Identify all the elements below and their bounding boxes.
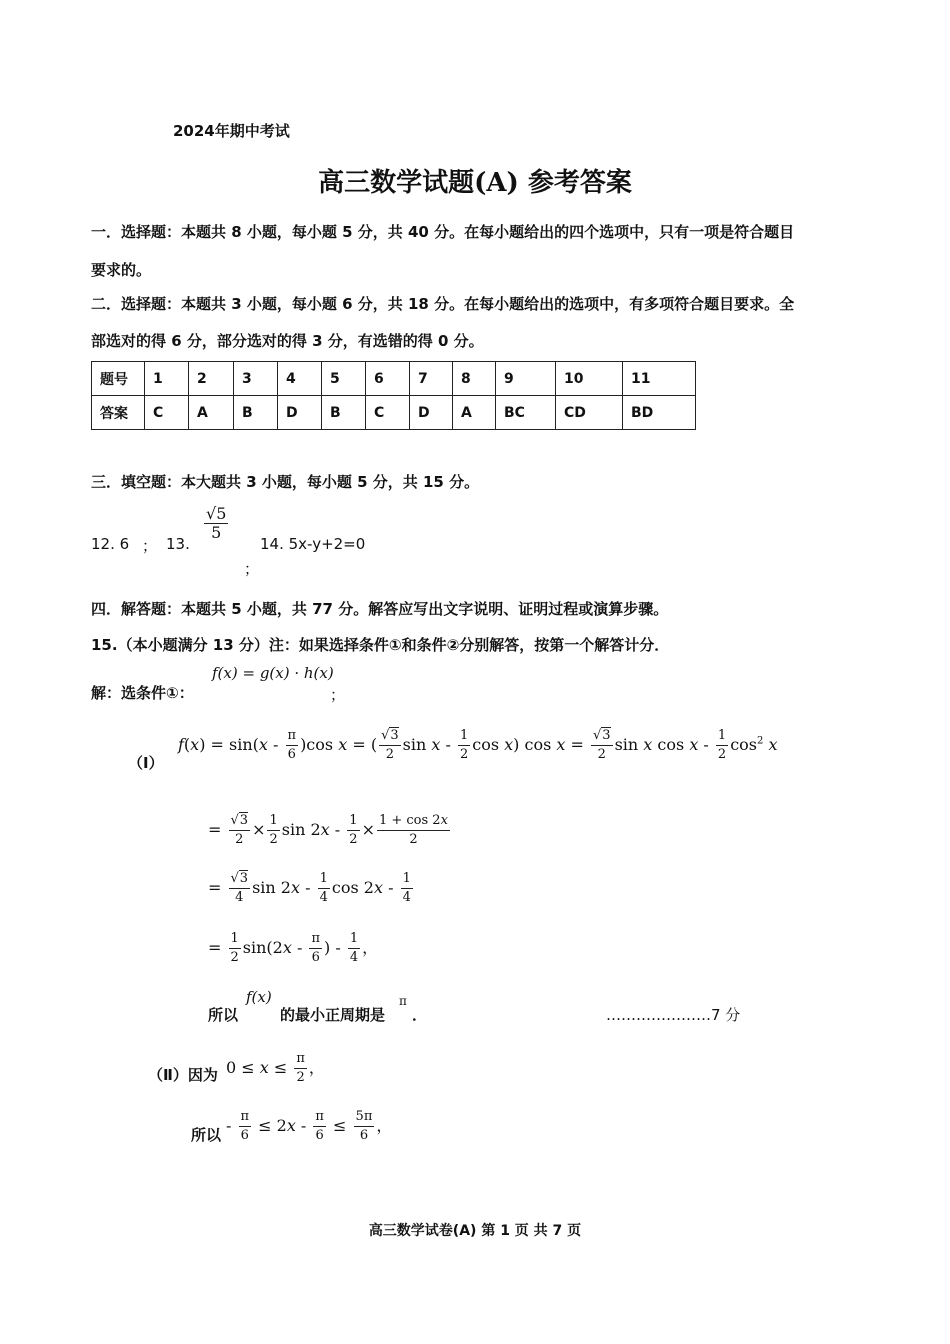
table-cell: D [278, 396, 322, 430]
table-cell: B [322, 396, 366, 430]
q15-choose-end: ； [330, 686, 346, 704]
q15-choose-formula: f(x) = g(x) · h(x) [212, 664, 334, 682]
section3-line1: 三．填空题：本大题共 3 小题，每小题 5 分，共 15 分。 [91, 473, 480, 491]
table-cell: 9 [496, 362, 556, 396]
table-cell: B [234, 396, 278, 430]
table-cell: 4 [278, 362, 322, 396]
table-cell: BC [496, 396, 556, 430]
table-cell: 10 [556, 362, 623, 396]
q15-so: 所以 [208, 1006, 239, 1024]
q15-step1: = $\frac{√3}{2}$ × $\frac{1}{2}$ sin 2x - $\frac{1}{2}$ × $\frac{1 + \cos 2x}{2}$ [208, 813, 448, 847]
q15-fx: f(x) [246, 988, 272, 1006]
table-cell: 7 [410, 362, 453, 396]
table-cell: D [410, 396, 453, 430]
table-cell: 答案 [92, 396, 145, 430]
table-cell: 8 [453, 362, 496, 396]
fill-q13-fraction [202, 505, 230, 542]
answer-table [91, 361, 696, 430]
q15-period-text: 的最小正周期是 [280, 1006, 386, 1024]
table-cell: 11 [623, 362, 696, 396]
page-footer: 高三数学试卷(A) 第 1 页 共 7 页 [368, 1223, 582, 1239]
q15-step2: = $\frac{√3}{4}$ sin 2x - $\frac{1}{4}$ cos 2x - $\frac{1}{4}$ [208, 871, 411, 905]
table-cell: A [453, 396, 496, 430]
table-cell: 2 [189, 362, 234, 396]
fill-semicolon: ； [244, 560, 260, 578]
table-cell: 6 [366, 362, 410, 396]
fill-q14: 14. 5x-y+2=0 [260, 535, 366, 553]
section4-line1: 四．解答题：本题共 5 小题，共 77 分。解答应写出文字说明、证明过程或演算步骤。 [91, 600, 669, 618]
table-cell: A [189, 396, 234, 430]
table-cell: C [145, 396, 189, 430]
q15-part2-cond: 0 ≤ x ≤ $\frac{\pi}{2}$ ， [226, 1051, 325, 1085]
table-cell: 5 [322, 362, 366, 396]
page-title: 高三数学试题(A) 参考答案 [318, 168, 632, 198]
fill-sep: ； [142, 537, 158, 555]
table-cell: CD [556, 396, 623, 430]
exam-label: 2024年期中考试 [173, 122, 290, 140]
q15-part2-range: - $\frac{\pi}{6}$ ≤ 2x - $\frac{\pi}{6}$ ≤ $\frac{5\pi}{6}$ ， [226, 1109, 393, 1143]
q15-part2-so: 所以 [191, 1126, 222, 1144]
q15-part2-label: （Ⅱ）因为 [148, 1066, 218, 1084]
q15-period-end: ． [412, 1006, 428, 1024]
q15-step3: = $\frac{1}{2}$ sin(2x - $\frac{\pi}{6}$ ) - $\frac{1}{4}$ ， [208, 931, 379, 965]
section1-line1: 一．选择题：本题共 8 小题，每小题 5 分，共 40 分。在每小题给出的四个选项中，只有一项是符合题目 [91, 223, 795, 241]
section1-line2: 要求的。 [91, 261, 152, 279]
fill-q13: 13. [166, 535, 190, 553]
section2-line2: 部选对的得 6 分，部分选对的得 3 分，有选错的得 0 分。 [91, 332, 484, 350]
q15-pi: π [399, 994, 407, 1008]
fill-q13-den: 5 [211, 523, 222, 542]
q15-choose: 解：选条件①： [91, 684, 194, 702]
table-cell: BD [623, 396, 696, 430]
table-cell: 1 [145, 362, 189, 396]
table-cell: 题号 [92, 362, 145, 396]
q15-heading: 15.（本小题满分 13 分）注：如果选择条件①和条件②分别解答，按第一个解答计分． [91, 636, 670, 654]
fill-q12: 12. 6 [91, 535, 130, 553]
table-cell: C [366, 396, 410, 430]
q15-part1-label: （Ⅰ） [128, 754, 164, 772]
section2-line1: 二．选择题：本题共 3 小题，每小题 6 分，共 18 分。在每小题给出的选项中，有多项符合题目要求。全 [91, 295, 795, 313]
table-row-header [92, 362, 696, 396]
table-row-answers [92, 396, 696, 430]
q15-score: …………………7 分 [606, 1006, 741, 1024]
table-cell: 3 [234, 362, 278, 396]
q15-part1-formula: f(x) = sin(x - $\frac{\pi}{6}$ )cos x = ( $\frac{√3}{2}$ sin x - $\frac{1}{2}$ cos x) cos x = $\frac{√3}{2}$ sin x cos x - $\frac{1}{2}$ $\cos^2 x$ [178, 728, 778, 762]
fill-q13-num: √5 [206, 504, 227, 523]
